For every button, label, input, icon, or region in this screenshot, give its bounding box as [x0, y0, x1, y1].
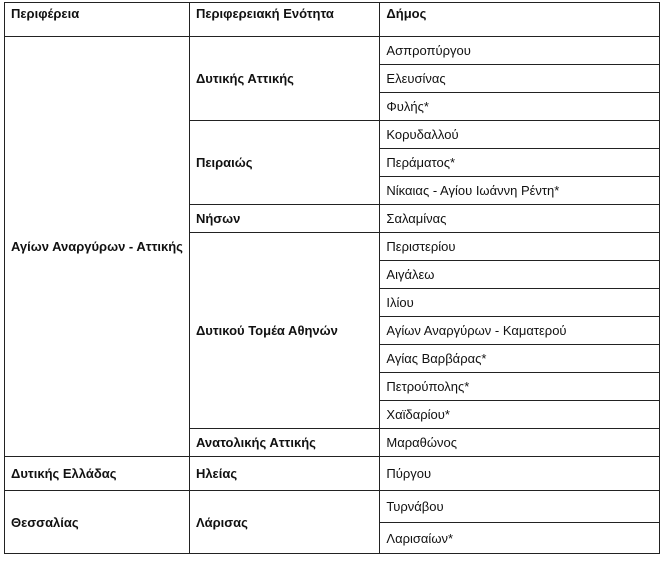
- table-row: [5, 457, 660, 491]
- municipality-cell: Χαϊδαρίου*: [380, 401, 660, 429]
- municipality-cell: Φυλής*: [380, 93, 660, 121]
- municipality-cell: Μαραθώνος: [380, 429, 660, 457]
- header-row: [5, 3, 660, 37]
- header-municipality: Δήμος: [380, 3, 660, 37]
- header-regional-unit: Περιφερειακή Ενότητα: [189, 3, 379, 37]
- municipality-cell: Ιλίου: [380, 289, 660, 317]
- municipality-cell: Λαρισαίων*: [380, 523, 660, 554]
- regional-unit-cell: Δυτικού Τομέα Αθηνών: [189, 233, 379, 429]
- municipality-cell: Αγίων Αναργύρων - Καματερού: [380, 317, 660, 345]
- table-row: [5, 491, 660, 523]
- table-row: [5, 37, 660, 65]
- municipality-cell: Ελευσίνας: [380, 65, 660, 93]
- region-cell: Δυτικής Ελλάδας: [5, 457, 190, 491]
- municipalities-table: [4, 2, 660, 554]
- municipality-cell: Περάματος*: [380, 149, 660, 177]
- regional-unit-cell: Λάρισας: [189, 491, 379, 554]
- municipality-cell: Νίκαιας - Αγίου Ιωάννη Ρέντη*: [380, 177, 660, 205]
- header-region: Περιφέρεια: [5, 3, 190, 37]
- municipality-cell: Σαλαμίνας: [380, 205, 660, 233]
- municipality-cell: Κορυδαλλού: [380, 121, 660, 149]
- municipality-cell: Πύργου: [380, 457, 660, 491]
- regional-unit-cell: Νήσων: [189, 205, 379, 233]
- region-cell: Θεσσαλίας: [5, 491, 190, 554]
- regional-unit-cell: Ηλείας: [189, 457, 379, 491]
- municipality-cell: Περιστερίου: [380, 233, 660, 261]
- regional-unit-cell: Δυτικής Αττικής: [189, 37, 379, 121]
- region-cell: Αγίων Αναργύρων - Αττικής: [5, 37, 190, 457]
- municipality-cell: Πετρούπολης*: [380, 373, 660, 401]
- municipality-cell: Αιγάλεω: [380, 261, 660, 289]
- municipality-cell: Ασπροπύργου: [380, 37, 660, 65]
- municipality-cell: Τυρνάβου: [380, 491, 660, 523]
- regional-unit-cell: Πειραιώς: [189, 121, 379, 205]
- regional-unit-cell: Ανατολικής Αττικής: [189, 429, 379, 457]
- municipality-cell: Αγίας Βαρβάρας*: [380, 345, 660, 373]
